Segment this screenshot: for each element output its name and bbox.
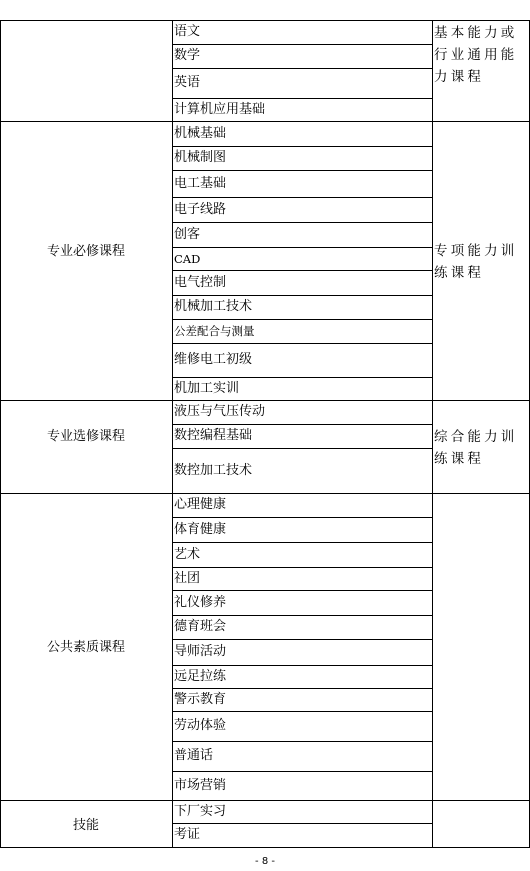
- course-item: 机械加工技术: [174, 299, 253, 314]
- table-rule: [0, 400, 530, 401]
- course-item: 下厂实习: [174, 804, 227, 819]
- page-number: - 8 -: [255, 856, 275, 867]
- course-item: 德育班会: [174, 619, 227, 634]
- course-item: 数学: [174, 48, 201, 63]
- table-rule: [172, 615, 432, 616]
- course-item: 体育健康: [174, 521, 227, 537]
- ability-label: 基本能力或行业通用能力课程: [434, 25, 518, 85]
- course-item: 导师活动: [174, 644, 227, 659]
- table-rule: [172, 711, 432, 712]
- course-item: 电子线路: [174, 201, 227, 217]
- table-rule: [172, 517, 432, 518]
- ability-label: 专项能力训练课程: [434, 243, 518, 281]
- table-rule: [172, 295, 432, 296]
- table-rule: [172, 448, 432, 449]
- table-rule: [172, 44, 432, 45]
- table-rule: [172, 567, 432, 568]
- course-item: 计算机应用基础: [174, 102, 266, 117]
- course-item: 液压与气压传动: [174, 404, 266, 419]
- table-rule: [172, 222, 432, 223]
- course-item: 远足拉练: [174, 669, 227, 684]
- course-item: 警示教育: [174, 692, 227, 707]
- table-rule: [0, 493, 530, 494]
- course-item: 劳动体验: [174, 718, 227, 733]
- course-item: 机加工实训: [174, 381, 240, 396]
- ability-label: 综合能力训练课程: [434, 429, 518, 467]
- course-item: 公差配合与测量: [174, 324, 255, 338]
- table-rule: [172, 20, 173, 848]
- table-rule: [172, 247, 432, 248]
- course-item: 英语: [174, 75, 201, 90]
- table-rule: [172, 665, 432, 666]
- table-rule: [432, 20, 433, 848]
- course-item: 数控加工技术: [174, 462, 253, 478]
- course-item: 语文: [174, 24, 201, 39]
- table-rule: [0, 800, 530, 801]
- course-item: 艺术: [174, 546, 201, 562]
- table-rule: [172, 197, 432, 198]
- course-item: 礼仪修养: [174, 594, 227, 610]
- table-rule: [172, 590, 432, 591]
- course-item: 维修电工初级: [174, 352, 253, 367]
- course-item: 普通话: [174, 748, 214, 763]
- table-rule: [172, 823, 432, 824]
- table-rule: [172, 270, 432, 271]
- course-item: 电工基础: [174, 175, 227, 191]
- table-rule: [172, 639, 432, 640]
- course-item: 机械基础: [174, 125, 227, 141]
- course-item: 数控编程基础: [174, 428, 253, 443]
- table-rule: [0, 20, 1, 848]
- table-rule: [172, 68, 432, 69]
- table-rule: [0, 20, 530, 21]
- course-item: 考证: [174, 827, 201, 842]
- category-label: 技能: [72, 818, 99, 833]
- table-rule: [172, 771, 432, 772]
- category-label: 专业选修课程: [46, 429, 125, 444]
- table-rule: [172, 377, 432, 378]
- table-rule: [172, 424, 432, 425]
- table-rule: [172, 170, 432, 171]
- table-rule: [172, 319, 432, 320]
- table-rule: [172, 688, 432, 689]
- course-item: 电气控制: [174, 274, 227, 290]
- category-label: 公共素质课程: [46, 640, 125, 655]
- table-rule: [172, 741, 432, 742]
- table-rule: [172, 146, 432, 147]
- table-rule: [172, 542, 432, 543]
- course-item: 社团: [174, 571, 201, 586]
- course-item: 心理健康: [174, 497, 227, 512]
- table-rule: [0, 121, 530, 122]
- table-rule: [172, 343, 432, 344]
- table-rule: [0, 847, 530, 848]
- course-item: 市场营销: [174, 777, 227, 793]
- table-rule: [172, 98, 432, 99]
- category-label: 专业必修课程: [46, 244, 125, 259]
- course-item: CAD: [174, 252, 201, 266]
- course-item: 机械制图: [174, 150, 227, 165]
- course-item: 创客: [174, 226, 201, 242]
